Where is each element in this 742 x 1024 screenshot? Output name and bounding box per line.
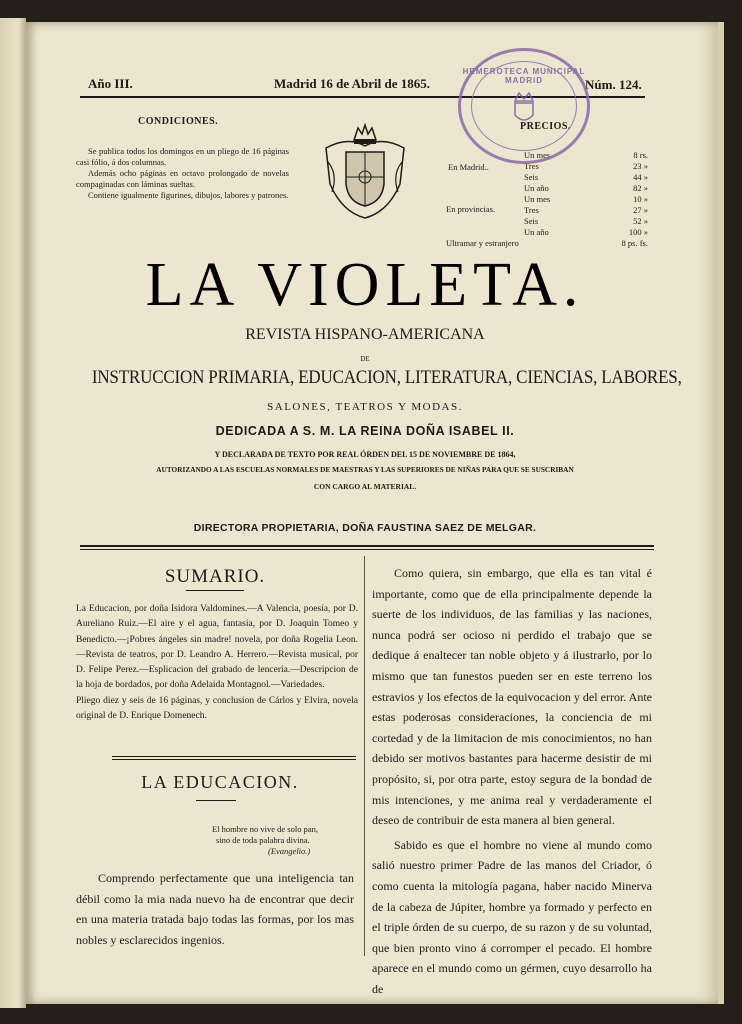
prices-title: PRECIOS. (520, 121, 571, 132)
conditions-text (76, 146, 289, 201)
epigraph-line: sino de toda palabra divina. (216, 835, 310, 845)
article-title: LA EDUCACION. (141, 772, 299, 792)
price-row: Seis 52 » (524, 216, 648, 226)
facing-page-edge (0, 18, 26, 1008)
stamp-text: HEMEROTECA MUNICIPAL MADRID (462, 67, 586, 85)
double-rule-top (80, 545, 654, 547)
article-opening-paragraph: Comprendo perfectamente que una inteligencia tan débil como la mia nada nuevo ha de encontrar que decir en una materia tratada bajo todas las formas, por los mas nobles y esclarecidos ingenios. (76, 871, 354, 947)
column-divider (364, 556, 365, 956)
summary-text: La Educacion, por doña Isidora Valdomines.—A Valencia, poesía, por D. Aureliano Ruiz.—El aire y el agua, fantasía, por D. Joaquin Tomeo y Benedicto.—¡Pobres ángeles sin madre! novela, por doña Rogelia Leon.—Revista de teatros, por D. Leandro A. Herrero.—Revista musical, por D. Felipe Perez.—Esplicacion del grabado de lencería.—Descripcion de la hoja de bordados, por doña Adelaida Montagnol.—Variedades. (76, 604, 358, 691)
epigraph-source: (Evangelio.) (268, 846, 311, 856)
price-row: Tres 23 » (524, 161, 648, 171)
article-opening (76, 868, 354, 950)
prices-provincias-table (524, 194, 648, 238)
newspaper-title: LA VIOLETA. (145, 251, 585, 319)
article-paragraph: Sabido es que el hombre no viene al mundo como salió nuestro primer Padre de las manos del Criador, ó como cuenta la mitología pagana, haber nacido Minerva de la cabeza de Júpiter, hombre ya formado y perfecto en el triple órden de su cuerpo, de su razon y de su voluntad, que bien pronto vino á corromper el pecado. El hombre aparece en el mundo como un gérmen, cuyo desarrollo ha de (372, 837, 652, 996)
conditions-title: CONDICIONES. (138, 116, 219, 127)
issue-number: Núm. 124. (585, 77, 642, 92)
price-row: Seis 44 » (524, 172, 648, 182)
royal-coat-of-arms-icon (318, 122, 412, 224)
conditions-paragraph: Además ocho páginas en octavo prolongado de novelas compaginadas con láminas sueltas. (76, 168, 289, 189)
epigraph-line: El hombre no vive de solo pan, (212, 824, 318, 834)
crown-seal-icon (511, 91, 537, 125)
article-paragraph: Como quiera, sin embargo, que ella es tan vital é importante, como que de ella principalmente depende la suerte de los individuos, de las familias y las naciones, nunca podrá ser ocioso ni perdido el trabajo que se dedique á enaltecer tan noble objeto y á ilustrarlo, por lo mismo que tan funestos pueden ser en este terreno los estravios y los efectos de la equivocacion y del error. Ante estas poderosas consideraciones, la conciencia de mi cortedad y de la limitacion de mis conocimientos, no han debido ser motivos bastantes para hacerme desistir de mi propósito, si, por otra parte, estoy segura de la bondad de mis intenciones, y me anima real y verdaderamente el deseo de contribuir de esta manera al bien general. (372, 566, 652, 828)
prices-provincias-label: En provincias. (446, 204, 496, 214)
dedication: DEDICADA A S. M. LA REINA DOÑA ISABEL II. (215, 424, 515, 438)
topics-line: INSTRUCCION PRIMARIA, EDUCACION, LITERATURA, CIENCIAS, LABORES, (91, 368, 682, 388)
summary-text-2: Pliego diez y seis de 16 páginas, y conclusion de Cárlos y Elvira, novela original de D. Enrique Domenech. (76, 695, 358, 722)
epigraph (212, 824, 362, 857)
article-title-rule (196, 800, 236, 801)
issue-year: Año III. (88, 76, 133, 91)
price-row: Tres 27 » (524, 205, 648, 215)
prices-foreign-row: Ultramar y estranjero 8 ps. fs. (446, 238, 648, 248)
article-right-column (372, 563, 652, 999)
conditions-paragraph: Se publica todos los domingos en un pliego de 16 páginas casi fólio, á dos columnas. (76, 146, 289, 167)
topics-line-2: SALONES, TEATROS Y MODAS. (267, 401, 463, 413)
issue-date: Madrid 16 de Abril de 1865. (274, 76, 431, 91)
summary-body (76, 602, 358, 724)
declared-line-1: Y DECLARADA DE TEXTO POR REAL ÓRDEN DEL 15 DE NOVIEMBRE DE 1864, (214, 450, 516, 459)
library-stamp (458, 48, 590, 164)
price-row: Un año 82 » (524, 183, 648, 193)
subtitle-de: DE (360, 355, 370, 363)
price-row: Un año 100 » (524, 227, 648, 237)
summary-title: SUMARIO. (164, 566, 266, 587)
declared-line-3: CON CARGO AL MATERIAL. (313, 482, 417, 491)
conditions-paragraph: Contiene igualmente figurines, dibujos, labores y patrones. (88, 190, 289, 200)
price-row: Un mes 10 » (524, 194, 648, 204)
page-edge (718, 22, 724, 1004)
subtitle: REVISTA HISPANO-AMERICANA (245, 326, 485, 343)
prices-madrid-label: En Madrid.. (448, 162, 489, 172)
price-row: Un mes 8 rs. (524, 150, 648, 160)
director-line: DIRECTORA PROPIETARIA, DOÑA FAUSTINA SAEZ DE MELGAR. (193, 522, 537, 534)
double-rule-bottom (80, 549, 654, 550)
section-rule-top (112, 756, 356, 757)
section-rule-bottom (112, 759, 356, 760)
declared-line-2: AUTORIZANDO A LAS ESCUELAS NORMALES DE MAESTRAS Y LAS SUPERIORES DE NIÑAS PARA QUE SE SUSCRIBAN (156, 465, 574, 474)
summary-title-rule (186, 590, 244, 591)
